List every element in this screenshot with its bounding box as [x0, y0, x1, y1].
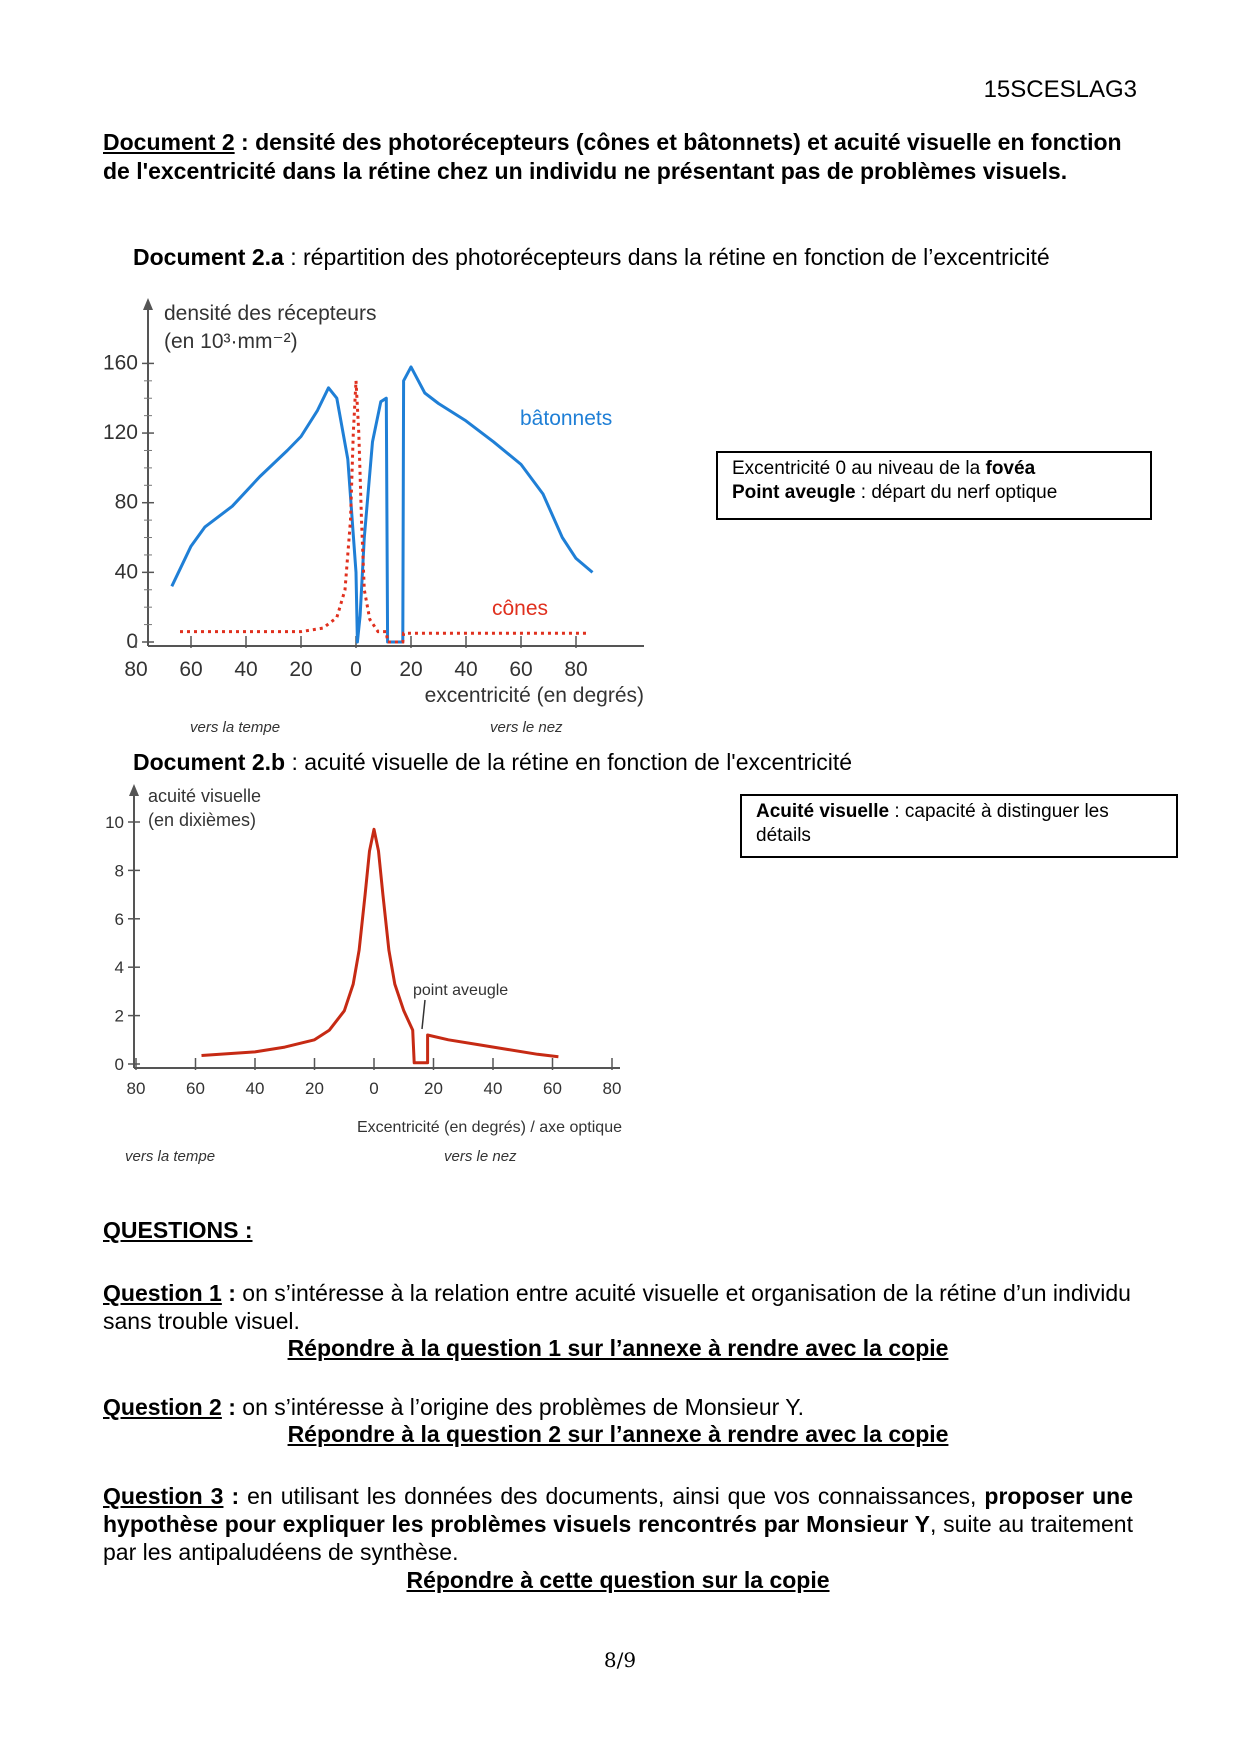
document-2a-text: : répartition des photorécepteurs dans la rétine en fonction de l’excentricité [283, 244, 1050, 270]
y-tick-label: 160 [102, 351, 138, 375]
fovea-note-line-1 [732, 457, 1136, 481]
question-3-label: Question 3 [103, 1483, 224, 1509]
rods-legend-label: bâtonnets [520, 407, 613, 430]
chart1-xlabel: excentricité (en degrés) [424, 684, 644, 707]
blind-spot-annotation: point aveugle [413, 982, 509, 999]
page-number: 8/9 [603, 1648, 637, 1672]
fovea-note-box [716, 451, 1152, 520]
question-3-text-1: en utilisant les données des documents, ainsi que vos connaissances, [239, 1483, 985, 1509]
document-2b-heading [133, 749, 852, 776]
chart2-left-side-label: vers la tempe [125, 1148, 216, 1165]
document-2a-label: Document 2.a [133, 244, 284, 270]
chart2-xlabel: Excentricité (en degrés) / axe optique [356, 1119, 622, 1136]
y-tick-label: 0 [126, 630, 138, 653]
y-tick-label: 0 [114, 1055, 124, 1074]
blind-spot-pointer [422, 1000, 425, 1029]
cones-legend-label: cônes [492, 597, 549, 620]
document-2-label: Document 2 [103, 129, 235, 155]
blind-spot-note-text: : départ du nerf optique [855, 482, 1058, 503]
x-tick-label: 20 [289, 658, 313, 681]
fovea-note-line-2 [732, 481, 1136, 505]
question-2-colon: : [221, 1394, 236, 1420]
question-1-text: on s’intéresse à la relation entre acuité visuelle et organisation de la rétine d’un individu sans trouble visuel. [103, 1280, 1131, 1334]
document-2-title: : densité des photorécepteurs (cônes et bâtonnets) et acuité visuelle en fonction de l'excentricité dans la rétine chez un individu ne présentant pas de problèmes visuels. [103, 129, 1122, 184]
y-tick-label: 2 [114, 1006, 124, 1026]
chart1-right-side-label: vers le nez [490, 719, 563, 736]
question-2-text: on s’intéresse à l’origine des problèmes de Monsieur Y. [235, 1394, 805, 1420]
question-2 [103, 1393, 1133, 1421]
x-tick-label: 40 [483, 1079, 503, 1098]
x-tick-label: 20 [305, 1079, 324, 1098]
x-tick-label: 80 [564, 658, 588, 681]
y-tick-label: 8 [114, 861, 124, 881]
acuity-note-box [740, 794, 1178, 858]
chart1-y-arrow [143, 298, 153, 310]
y-tick-label: 80 [114, 490, 138, 514]
question-1-label: Question 1 [103, 1280, 222, 1306]
acuity-note-text: : capacité à distinguer les détails [756, 801, 1109, 846]
x-tick-label: 40 [245, 1079, 265, 1098]
chart1-left-side-label: vers la tempe [190, 719, 281, 736]
x-tick-label: 20 [399, 658, 423, 681]
question-1 [103, 1279, 1133, 1335]
chart1-ylabel-1: densité des récepteurs [164, 302, 377, 325]
visual-acuity-chart [100, 778, 660, 1168]
document-code: 15SCESLAG3 [983, 76, 1137, 103]
chart2-right-side-label: vers le nez [444, 1148, 517, 1165]
x-tick-label: 40 [234, 658, 258, 681]
x-tick-label: 0 [350, 658, 362, 681]
chart1-ylabel-2: (en 10³·mm⁻²) [164, 330, 298, 353]
x-tick-label: 80 [126, 1079, 146, 1098]
x-tick-label: 0 [369, 1079, 379, 1098]
y-tick-label: 6 [114, 909, 124, 929]
y-tick-label: 4 [114, 958, 124, 978]
document-2-heading [103, 128, 1133, 186]
question-1-instruction: Répondre à la question 1 sur l’annexe à rendre avec la copie [287, 1335, 949, 1361]
question-3 [103, 1482, 1133, 1566]
question-2-instruction: Répondre à la question 2 sur l’annexe à rendre avec la copie [287, 1421, 949, 1447]
question-3-colon: : [223, 1483, 240, 1509]
receptor-density-chart [100, 290, 660, 740]
x-tick-label: 60 [509, 658, 533, 681]
x-tick-label: 20 [424, 1079, 443, 1098]
chart2-ylabel-2: (en dixièmes) [148, 810, 257, 830]
blind-spot-note-bold: Point aveugle [732, 482, 856, 503]
fovea-note-text: Excentricité 0 au niveau de la [732, 458, 986, 479]
y-tick-label: 40 [114, 560, 138, 584]
chart2-y-arrow [129, 784, 139, 796]
y-tick-label: 10 [105, 813, 124, 832]
x-tick-label: 60 [186, 1079, 205, 1098]
question-1-colon: : [221, 1280, 236, 1306]
document-2a-heading [133, 244, 1050, 271]
questions-title: QUESTIONS : [103, 1217, 253, 1243]
question-3-bold: proposer une hypothèse pour expliquer les problèmes visuels rencontrés par Monsieur Y [103, 1483, 1133, 1537]
document-2b-text: : acuité visuelle de la rétine en fonction de l'excentricité [285, 749, 853, 775]
x-tick-label: 80 [124, 658, 148, 681]
chart2-ylabel-1: acuité visuelle [148, 786, 262, 806]
question-3-text-2: , suite au traitement par les antipaludéens de synthèse. [103, 1511, 1133, 1565]
x-tick-label: 60 [543, 1079, 562, 1098]
fovea-note-bold: fovéa [985, 458, 1036, 479]
question-3-instruction: Répondre à cette question sur la copie [406, 1567, 830, 1593]
y-tick-label: 120 [102, 421, 138, 445]
document-2b-label: Document 2.b [133, 749, 286, 775]
acuity-series-line [202, 829, 559, 1063]
x-tick-label: 80 [602, 1079, 622, 1098]
acuity-note-bold: Acuité visuelle [756, 801, 890, 822]
question-2-label: Question 2 [103, 1394, 222, 1420]
x-tick-label: 60 [179, 658, 203, 681]
x-tick-label: 40 [454, 658, 478, 681]
